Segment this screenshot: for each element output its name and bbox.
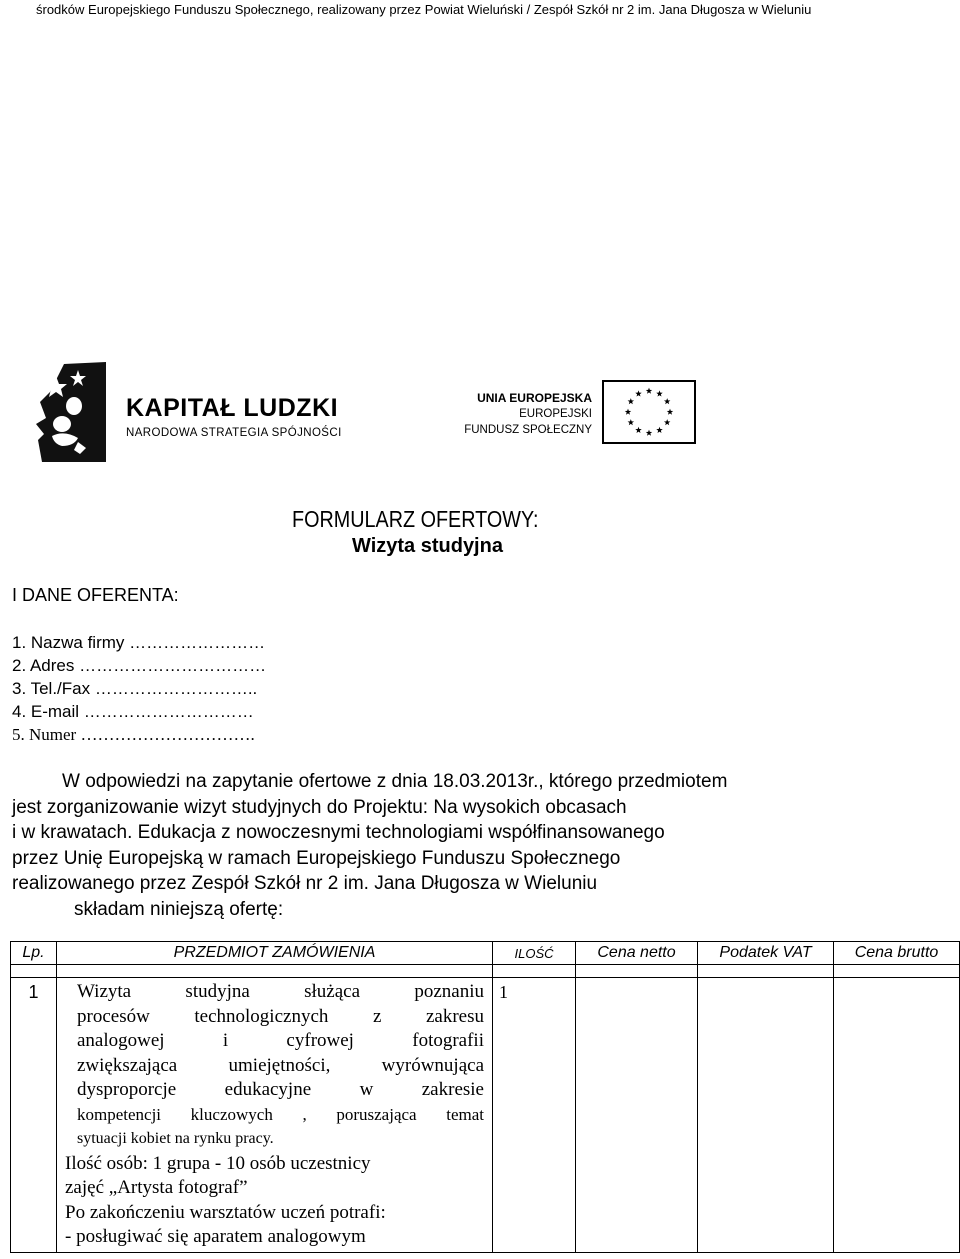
intro-line: przez Unię Europejską w ramach Europejskiego Funduszu Społecznego (12, 847, 621, 869)
eu-logo-line1: UNIA EUROPEJSKA (477, 391, 592, 405)
header-subject: PRZEDMIOT ZAMÓWIENIA (57, 942, 493, 965)
intro-line: W odpowiedzi na zapytanie ofertowe z dnia 18.03.2013r., którego przedmiotem (62, 771, 728, 792)
description-line: Wizyta studyjna służąca poznaniu (77, 981, 484, 1002)
description-line: zwiększająca umiejętności, wyrównująca (77, 1054, 484, 1076)
intro-line: składam niniejszą ofertę: (74, 898, 284, 920)
field-number: 5. Numer …………………………. (12, 725, 255, 744)
header-gross-price: Cena brutto (834, 942, 960, 965)
eu-flag-icon (602, 380, 696, 444)
header-vat: Podatek VAT (698, 942, 834, 965)
row-description (57, 978, 493, 1253)
intro-line: realizowanego przez Zespół Szkół nr 2 im. Jana Długosza w Wieluniu (12, 873, 598, 894)
row-quantity: 1 (493, 978, 576, 1253)
intro-paragraph (12, 769, 812, 922)
field-address: 2. Adres …………………………… (12, 656, 267, 675)
offer-table (10, 941, 960, 1253)
description-line: Po zakończeniu warsztatów uczeń potrafi: (65, 1201, 386, 1223)
intro-line: i w krawatach. Edukacja z nowoczesnymi technologiami współfinansowanego (12, 822, 665, 843)
description-line: dysproporcje edukacyjne w zakresie (77, 1079, 484, 1100)
description-line: sytuacji kobiet na rynku pracy. (77, 1130, 274, 1147)
description-line: procesów technologicznych z zakresu (77, 1005, 484, 1027)
eu-logo-line3: FUNDUSZ SPOŁECZNY (464, 424, 592, 436)
field-company-name: 1. Nazwa firmy …………………… (12, 633, 266, 652)
description-line: analogowej i cyfrowej fotografii (77, 1030, 484, 1051)
description-line: zajęć „Artysta fotograf” (65, 1177, 248, 1198)
eu-logo-text (440, 390, 592, 438)
form-subtitle: Wizyta studyjna (352, 535, 503, 557)
row-gross-price (834, 978, 960, 1253)
kapital-ludzki-subtitle: NARODOWA STRATEGIA SPÓJNOŚCI (126, 427, 342, 439)
form-title: FORMULARZ OFERTOWY: (292, 506, 539, 532)
header-note: środków Europejskiego Funduszu Społecznego, realizowany przez Powiat Wieluński / Zespół Szkół nr 2 im. Jana Długosza w Wieluniu (36, 2, 812, 17)
table-row (11, 978, 960, 1253)
header-net-price: Cena netto (576, 942, 698, 965)
description-line: kompetencji kluczowych , poruszająca temat (77, 1104, 484, 1124)
eu-logo-line2: EUROPEJSKI (519, 408, 592, 420)
description-line: Ilość osób: 1 grupa - 10 osób uczestnicy (65, 1152, 371, 1174)
header-quantity: ILOŚĆ (493, 942, 576, 965)
row-net-price (576, 978, 698, 1253)
row-vat (698, 978, 834, 1253)
kapital-ludzki-title: KAPITAŁ LUDZKI (126, 394, 339, 422)
field-email: 4. E-mail ………………………… (12, 702, 254, 721)
field-phone-fax: 3. Tel./Fax ……………………….. (12, 679, 258, 698)
table-gap-row (11, 965, 960, 978)
table-header-row (11, 942, 960, 965)
intro-line: jest zorganizowanie wizyt studyjnych do Projektu: Na wysokich obcasach (12, 796, 627, 818)
description-line: - posługiwać się aparatem analogowym (65, 1226, 366, 1247)
header-lp: Lp. (11, 942, 57, 965)
section-heading: I DANE OFERENTA: (12, 585, 179, 605)
row-lp: 1 (11, 978, 57, 1253)
kapital-ludzki-emblem-icon (34, 362, 106, 462)
